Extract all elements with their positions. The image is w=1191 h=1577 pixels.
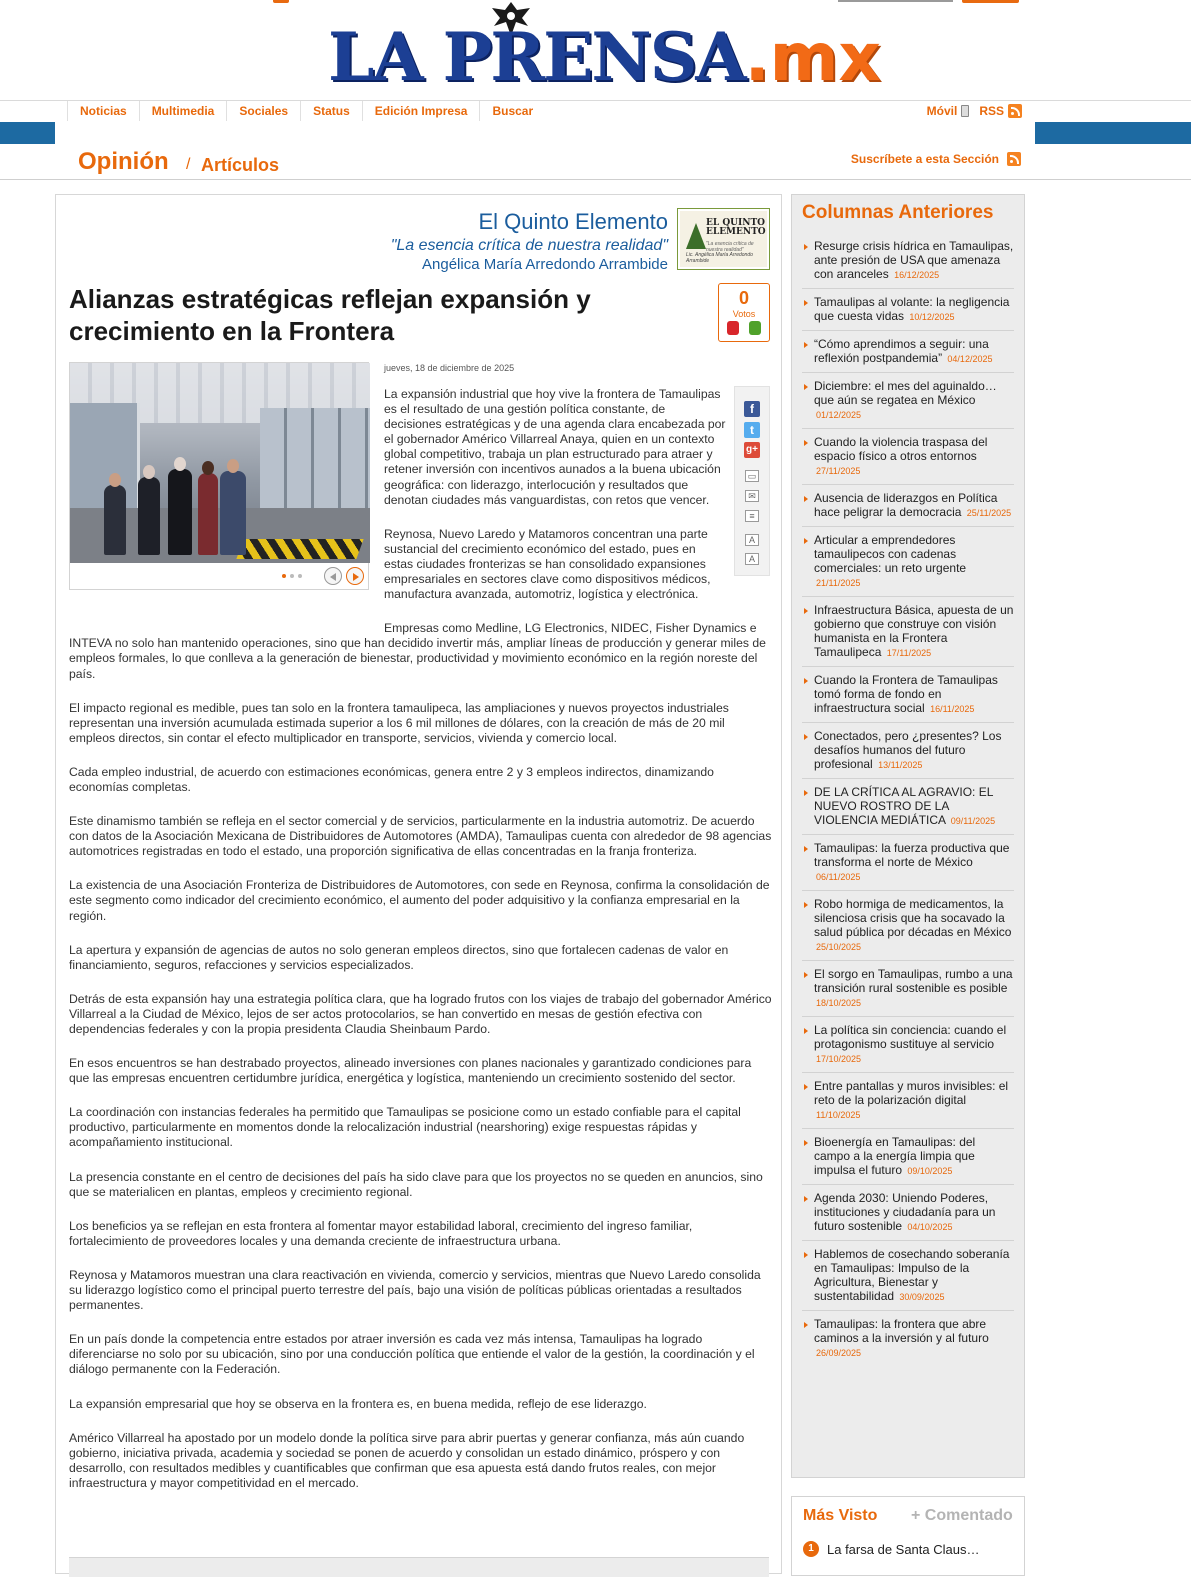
sidebar-item-date: 30/09/2025 xyxy=(899,1292,945,1302)
section-separator: / xyxy=(186,156,191,173)
article-paragraph: La presencia constante en el centro de decisiones del país ha sido clave para que los proyectos no se queden en anuncios, sino que se materialicen en plantas, empleos y crecimiento regional. xyxy=(69,1169,763,1199)
blue-bar-left xyxy=(0,122,55,144)
article-date: jueves, 18 de diciembre de 2025 xyxy=(384,363,515,373)
nav-items xyxy=(67,101,545,121)
nav-item-sociales[interactable]: Sociales xyxy=(226,101,300,121)
article-paragraph: Los beneficios ya se reflejan en esta frontera al fomentar mayor estabilidad laboral, crecimiento del ingreso familiar, fortalecimiento de proveedores locales y una demanda creciente de infraestructura urbana. xyxy=(69,1218,693,1248)
section-subtitle[interactable]: Artículos xyxy=(201,155,280,175)
section-header xyxy=(0,144,1191,180)
sidebar-item-title: Tamaulipas: la frontera que abre caminos a la inversión y al futuro xyxy=(814,1317,989,1345)
site-header xyxy=(0,0,1191,100)
sidebar-item[interactable] xyxy=(802,1129,1014,1185)
sidebar-item-date: 04/12/2025 xyxy=(947,354,993,364)
sidebar-item-title: DE LA CRÍTICA AL AGRAVIO: EL NUEVO ROSTRO DE LA VIOLENCIA MEDIÁTICA xyxy=(814,785,993,827)
article-container xyxy=(55,194,782,1574)
search-button[interactable] xyxy=(962,0,1019,3)
sidebar-item-date: 26/09/2025 xyxy=(816,1348,862,1358)
sidebar-item-date: 27/11/2025 xyxy=(816,466,861,476)
print-icon[interactable]: ▭ xyxy=(745,470,759,482)
sidebar-item-title: Hablemos de cosechando soberanía en Tamaulipas: Impulso de la Agricultura, Bienestar y sustentabilidad xyxy=(814,1247,1010,1303)
site-logo[interactable] xyxy=(328,2,881,98)
article-footer-bar xyxy=(69,1557,769,1577)
thumbs-down-icon[interactable] xyxy=(727,321,739,335)
search-input[interactable] xyxy=(838,0,953,2)
sidebar-item-date: 17/10/2025 xyxy=(816,1054,862,1064)
votes-count: 0 xyxy=(738,288,749,308)
author-block xyxy=(391,209,668,273)
article-paragraph: Empresas como Medline, LG Electronics, NIDEC, Fisher Dynamics e INTEVA no solo han mantenido operaciones, sino que han decidido invertir más, ampliar líneas de producción y generar miles de empleos formales, lo que conlleva a la generación de bienestar, productividad y movimiento económico en la región noreste del país. xyxy=(69,621,766,681)
sidebar-item-date: 17/11/2025 xyxy=(886,648,932,658)
tab-mas-comentado[interactable]: + Comentado xyxy=(911,1507,1013,1524)
sidebar-item-date: 04/10/2025 xyxy=(907,1222,953,1232)
sidebar-list xyxy=(802,233,1014,1366)
blue-bar-right xyxy=(1035,122,1191,144)
column-name[interactable]: El Quinto Elemento xyxy=(478,209,668,234)
sidebar-item[interactable] xyxy=(802,961,1014,1017)
font-increase-icon[interactable]: A xyxy=(745,534,759,546)
badge-author: Lic. Angélica María Arredondo Arrambide xyxy=(686,252,753,264)
sidebar-item-title: Conectados, pero ¿presentes? Los desafíos humanos del futuro profesional xyxy=(814,729,1002,771)
sidebar-item-date: 09/10/2025 xyxy=(907,1166,953,1176)
sidebar-item-title: Cuando la Frontera de Tamaulipas tomó forma de fondo en infraestructura social xyxy=(814,673,998,715)
sidebar-item-date: 16/11/2025 xyxy=(930,704,975,714)
twitter-icon[interactable]: t xyxy=(744,422,760,438)
vote-buttons xyxy=(719,321,769,335)
main-nav xyxy=(0,100,1191,122)
sidebar-item-title: La política sin conciencia: cuando el protagonismo sustituye al servicio xyxy=(814,1023,1007,1051)
author-name[interactable]: Angélica María Arredondo Arrambide xyxy=(422,256,668,273)
sidebar-item-title: “Cómo aprendimos a seguir: una reflexión postpandemia” xyxy=(814,337,989,365)
sidebar-item[interactable] xyxy=(802,1241,1014,1311)
sidebar-item[interactable] xyxy=(802,527,1014,597)
sidebar-item-title: Bioenergía en Tamaulipas: del campo a la energía limpia que impulsa el futuro xyxy=(814,1135,976,1177)
sidebar-item-date: 10/12/2025 xyxy=(909,312,955,322)
image-float-spacer xyxy=(69,387,384,631)
sidebar-item-date: 13/11/2025 xyxy=(878,760,923,770)
nav-item-multimedia[interactable]: Multimedia xyxy=(139,101,227,121)
thumbs-up-icon[interactable] xyxy=(749,321,761,335)
sidebar-item[interactable] xyxy=(802,667,1014,723)
sidebar-item[interactable] xyxy=(802,331,1014,373)
badge-title xyxy=(706,219,766,237)
nav-item-edicion-impresa[interactable]: Edición Impresa xyxy=(362,101,480,121)
article-paragraph: La expansión industrial que hoy vive la frontera de Tamaulipas es el resultado de una gestión política constante, de decisiones estratégicas y de una agenda clara encabezada por el gobernador Américo Villarreal Anaya, quien en un contexto global competitivo, trabaja un plan estructurado para atraer y retener inversión con incentivos aunados a la buena ubicación geográfica: con liderazgo, interlocución y resultados que denotan ciudades más vanguardistas, con retos que vencer. xyxy=(384,387,726,507)
sidebar-item[interactable] xyxy=(802,1073,1014,1129)
sidebar-item[interactable] xyxy=(802,891,1014,961)
sidebar-item-date: 18/10/2025 xyxy=(816,998,862,1008)
most-viewed-box xyxy=(791,1496,1025,1576)
article-body xyxy=(69,387,772,1510)
pyramid-icon xyxy=(686,223,706,249)
sidebar-item[interactable] xyxy=(802,1017,1014,1073)
section-title[interactable]: Opinión xyxy=(78,148,169,175)
logo-name: LA PRENSA xyxy=(328,18,745,96)
sidebar-item[interactable] xyxy=(802,779,1014,835)
article-paragraph: El impacto regional es medible, pues tan solo en la frontera tamaulipeca, las ampliaciones y nuevos proyectos industriales representan una inversión acumulada estimada superior a los 6 mil millones de dólares, con la creación de más de 20 mil empleos directos, sin contar el efecto multiplicador en transporte, servicios, vivienda y comercio local. xyxy=(69,700,729,745)
most-viewed-item[interactable] xyxy=(803,1541,979,1557)
article-paragraph: En esos encuentros se han destrabado proyectos, alineado inversiones con planes nacionales y garantizado condiciones para que las empresas encuentren certidumbre jurídica, energética y logística, manteniendo un crecimiento sostenido del sector. xyxy=(69,1056,752,1086)
article-paragraph: Este dinamismo también se refleja en el sector comercial y de servicios, particularmente en la industria automotriz. De acuerdo con datos de la Asociación Mexicana de Distribuidores de Automotores (AMDA), Tamaulipas cuenta con alrededor de 98 agencias automotrices registradas en todo el estado, una proporción significativa de ellas concentradas en la franja fronteriza. xyxy=(69,814,772,859)
badge-title-line-2: ELEMENTO xyxy=(706,227,766,237)
rank-badge: 1 xyxy=(803,1541,819,1557)
facebook-icon[interactable]: f xyxy=(744,401,760,417)
sidebar-item[interactable] xyxy=(802,597,1014,667)
sidebar-item-title: Infraestructura Básica, apuesta de un gobierno que construye con visión humanista en la Frontera Tamaulipeca xyxy=(814,603,1014,659)
sidebar-item-date: 06/11/2025 xyxy=(816,872,861,882)
top-menu-button[interactable] xyxy=(273,0,289,3)
sidebar-item[interactable] xyxy=(802,429,1014,485)
sidebar-item-title: Tamaulipas al volante: la negligencia que cuesta vidas xyxy=(814,295,1010,323)
article-paragraph: Cada empleo industrial, de acuerdo con estimaciones económicas, genera entre 2 y 3 empleos indirectos, dinamizando economías completas. xyxy=(69,764,714,794)
article-paragraph: Reynosa, Nuevo Laredo y Matamoros concentran una parte sustancial del crecimiento económico del estado, pues en estas ciudades fronterizas se han consolidado expansiones empresariales en sectores clave como dispositivos médicos, manufactura avanzada, automotriz, logística y electrónica. xyxy=(384,526,711,602)
article-paragraph: Américo Villarreal ha apostado por un modelo donde la política sirve para abrir puertas y generar confianza, más aún cuando gobierno, iniciativa privada, academia y sociedad se ponen de acuerdo y consolidan un estado dinámico, próspero y con desarrollo, con resultados medibles y cuantificables que confirman que esa apuesta está dando frutos reales, con mejor infraestructura y mayor competitividad en el mercado. xyxy=(69,1430,745,1490)
sidebar-item-title: Cuando la violencia traspasa del espacio físico a otros entornos xyxy=(814,435,988,463)
previous-columns-sidebar xyxy=(791,194,1025,1478)
column-badge-image xyxy=(680,211,767,267)
article-paragraph: La apertura y expansión de agencias de autos no solo generan empleos directos, sino que fortalecen cadenas de valor en financiamiento, seguros, refacciones y servicios especializados. xyxy=(69,942,729,972)
logo-suffix: .mx xyxy=(744,19,881,96)
sidebar-item-title: Entre pantallas y muros invisibles: el reto de la polarización digital xyxy=(814,1079,1009,1107)
article-paragraph: En un país donde la competencia entre estados por atraer inversión es cada vez más intensa, Tamaulipas ha logrado diferenciarse no solo por su ubicación, sino por una conducción política que entiende el valor de la gestión, la coordinación y el diálogo permanente con la Federación. xyxy=(69,1332,755,1377)
sidebar-item[interactable] xyxy=(802,485,1014,527)
sidebar-item-date: 25/11/2025 xyxy=(966,508,1012,518)
logo-text xyxy=(328,20,881,95)
column-badge[interactable] xyxy=(677,208,770,270)
sidebar-item-title: Agenda 2030: Uniendo Poderes, instituciones y ciudadanía para un futuro sostenible xyxy=(814,1191,996,1233)
sidebar-item[interactable] xyxy=(802,835,1014,891)
article-headline: Alianzas estratégicas reflejan expansión y crecimiento en la Frontera xyxy=(69,284,591,346)
sidebar-title: Columnas Anteriores xyxy=(802,202,994,223)
sidebar-item[interactable] xyxy=(802,723,1014,779)
rss-label: RSS xyxy=(979,104,1004,118)
sidebar-item-date: 11/10/2025 xyxy=(816,1110,861,1120)
article-paragraph: Detrás de esta expansión hay una estrategia política clara, que ha logrado frutos con los viajes de trabajo del gobernador Américo Villarreal a la Ciudad de México, lejos de ser actos protocolarios, se han convertido en mesas de gestión efectiva con dependencias federales y con la propia presidenta Claudia Sheinbaum Pardo. xyxy=(69,991,772,1036)
nav-item-noticias[interactable]: Noticias xyxy=(67,101,139,121)
sidebar-item-date: 16/12/2025 xyxy=(894,270,940,280)
sidebar-item-title: Robo hormiga de medicamentos, la silenciosa crisis que ha socavado la salud pública por décadas en México xyxy=(814,897,1012,939)
font-decrease-icon[interactable]: A xyxy=(745,553,759,565)
subscribe-label: Suscríbete a esta Sección xyxy=(850,152,999,166)
sidebar-item-title: Articular a emprendedores tamaulipecos con cadenas comerciales: un reto urgente xyxy=(814,533,967,575)
sidebar-item[interactable] xyxy=(802,289,1014,331)
sidebar-item-title: Diciembre: el mes del aguinaldo… que aún se regatea en México xyxy=(814,379,997,407)
rss-link[interactable] xyxy=(979,104,1022,118)
comment-icon[interactable]: ≡ xyxy=(745,510,759,522)
toolbar-float-spacer xyxy=(726,387,772,592)
tab-mas-visto[interactable]: Más Visto xyxy=(803,1507,878,1524)
column-tagline: "La esencia crítica de nuestra realidad" xyxy=(390,237,668,254)
article-paragraph: La existencia de una Asociación Fronteriza de Distribuidores de Automotores, con sede en Reynosa, confirma la consolidación de este segmento como indicador del crecimiento económico, el aumento del poder adquisitivo y la confianza empresarial en la región. xyxy=(69,878,770,923)
article-paragraph: La expansión empresarial que hoy se observa en la frontera es, en buena medida, reflejo de ese liderazgo. xyxy=(69,1396,647,1411)
sidebar-item-date: 25/10/2025 xyxy=(816,942,862,952)
badge-tagline: "La esencia crítica de nuestra realidad" xyxy=(706,241,754,253)
article-paragraph: La coordinación con instancias federales ha permitido que Tamaulipas se posicione como un estado confiable para el capital productivo, particularmente en momentos donde la relocalización industrial (nearshoring) exige respuestas rápidas y acompañamiento institucional. xyxy=(69,1105,741,1150)
sidebar-item-date: 21/11/2025 xyxy=(816,578,861,588)
nav-item-status[interactable]: Status xyxy=(300,101,362,121)
sidebar-item-date: 01/12/2025 xyxy=(816,410,862,420)
nav-item-buscar[interactable]: Buscar xyxy=(479,101,545,121)
sidebar-item-title: Resurge crisis hídrica en Tamaulipas, ante presión de USA que amenaza con aranceles xyxy=(814,239,1014,281)
blue-bar xyxy=(0,122,1191,144)
mobile-icon xyxy=(961,105,969,117)
movil-label: Móvil xyxy=(926,104,958,118)
sidebar-item[interactable] xyxy=(802,1311,1014,1366)
rss-icon xyxy=(1007,152,1021,166)
google-plus-icon[interactable]: g+ xyxy=(744,442,760,458)
votes-label: Votos xyxy=(732,309,756,319)
sidebar-item[interactable] xyxy=(802,1185,1014,1241)
sidebar-item[interactable] xyxy=(802,233,1014,289)
article-paragraph: Reynosa y Matamoros muestran una clara reactivación en vivienda, comercio y servicios, mientras que Nuevo Laredo consolida su liderazgo logístico como el principal puerto terrestre del país, bajo una visión de políticas públicas orientadas a resultados permanentes. xyxy=(69,1267,761,1313)
votes-box xyxy=(718,283,770,342)
sidebar-item[interactable] xyxy=(802,373,1014,429)
subscribe-link[interactable] xyxy=(851,152,1021,166)
email-icon[interactable]: ✉ xyxy=(745,490,759,502)
sidebar-item-title: Tamaulipas: la fuerza productiva que transforma el norte de México xyxy=(814,841,1010,869)
most-viewed-title: La farsa de Santa Claus… xyxy=(827,1541,980,1557)
rss-icon xyxy=(1008,104,1022,118)
sidebar-item-title: El sorgo en Tamaulipas, rumbo a una transición rural sostenible es posible xyxy=(814,967,1013,995)
movil-link[interactable] xyxy=(927,104,970,118)
badge-title-line-1: EL QUINTO xyxy=(706,218,765,228)
sidebar-item-date: 09/11/2025 xyxy=(950,816,996,826)
nav-right xyxy=(927,101,1022,121)
sidebar-item-title: Ausencia de liderazgos en Política hace peligrar la democracia xyxy=(814,491,998,519)
